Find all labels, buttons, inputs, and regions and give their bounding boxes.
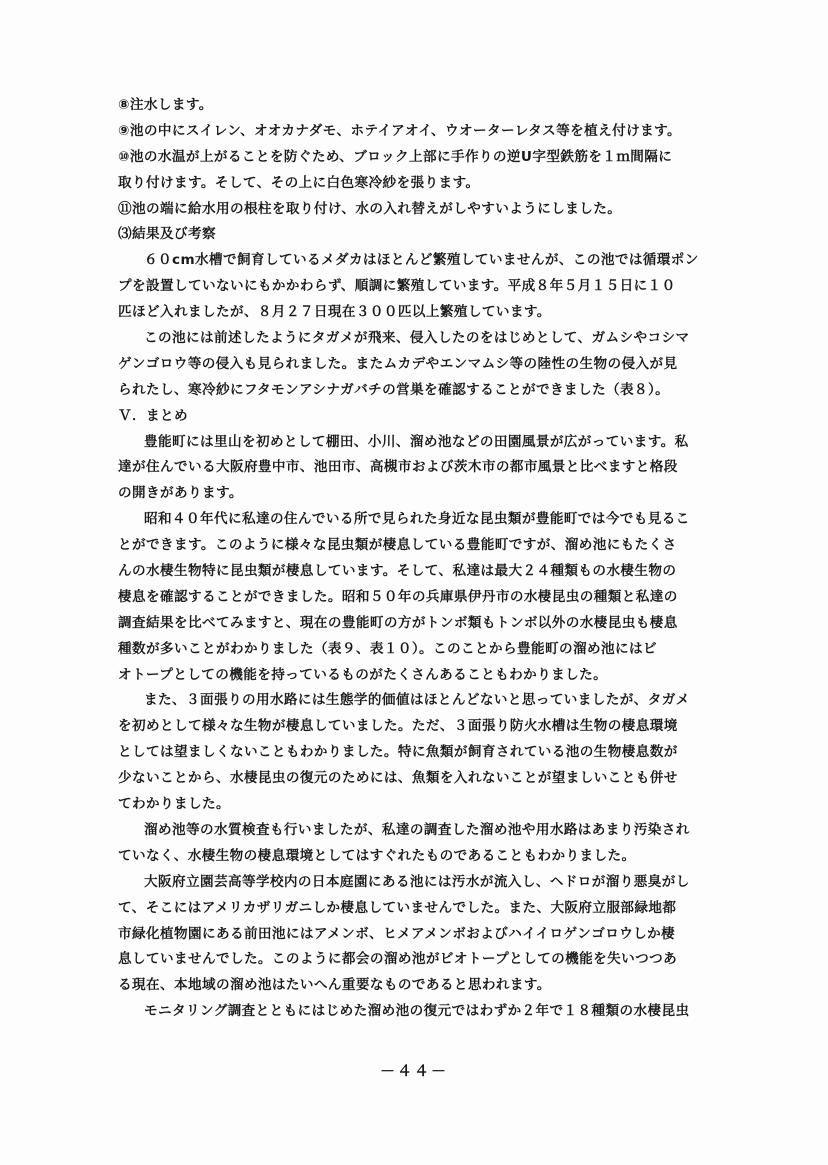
- text-line: 大阪府立園芸高等学校内の日本庭園にある池には汚水が流入し、ヘドロが溜り悪臭がし: [144, 873, 690, 890]
- text-line: 種数が多いことがわかりました（表９、表１０）。このことから豊能町の溜め池にはビ: [118, 640, 657, 657]
- text-line: てわかりました。: [118, 796, 230, 813]
- text-line: ⑨池の中にスイレン、オオカナダモ、ホテイアオイ、ウオーターレタス等を植え付けます。: [118, 122, 682, 139]
- text-line: 達が住んでいる大阪府豊中市、池田市、高槻市および茨木市の都市風景と比べますと格段: [118, 459, 678, 476]
- text-line: ていなく、水棲生物の棲息環境としてはすぐれたものであることもわかりました。: [118, 847, 636, 864]
- section-heading: ⑶結果及び考察: [118, 226, 216, 243]
- text-line: ゲンゴロウ等の侵入も見られました。またムカデやエンマムシ等の陸性の生物の侵入が見: [118, 355, 678, 372]
- page-number: －４４－: [379, 1062, 448, 1080]
- text-line: 溜め池等の水質検査も行いましたが、私達の調査した溜め池や用水路はあまり汚染され: [144, 821, 690, 838]
- text-line: られたし、寒冷紗にフタモンアシナガバチの営巣を確認することができました（表８）。: [118, 381, 670, 398]
- section-heading: Ｖ．まとめ: [118, 407, 188, 424]
- text-line: この池には前述したようにタガメが飛来、侵入したのをはじめとして、ガムシやコシマ: [144, 330, 690, 347]
- body-text: [118, 93, 754, 1025]
- text-line: 少ないことから、水棲昆虫の復元のためには、魚類を入れないことが望ましいことも併せ: [118, 770, 678, 787]
- text-line: を初めとして様々な生物が棲息していました。ただ、３面張り防火水槽は生物の棲息環境: [118, 718, 678, 735]
- text-line: の開きがあります。: [118, 485, 243, 502]
- text-line: 市緑化植物園にある前田池にはアメンボ、ヒメアメンボおよびハイイロゲンゴロウしか棲: [118, 925, 676, 942]
- text-line: んの水棲生物特に昆虫類が棲息しています。そして、私達は最大２４種類もの水棲生物の: [118, 563, 677, 580]
- text-line: 豊能町には里山を初めとして棚田、小川、溜め池などの田園風景が広がっています。私: [144, 433, 689, 450]
- text-line: 棲息を確認することができました。昭和５０年の兵庫県伊丹市の水棲昆虫の種類と私達の: [118, 588, 678, 605]
- text-line: モニタリング調査とともにはじめた溜め池の復元ではわずか２年で１８種類の水棲昆虫: [144, 1003, 690, 1020]
- text-line: 匹ほど入れましたが、８月２７日現在３００匹以上繁殖しています。: [118, 304, 551, 321]
- text-line: 取り付けます。そして、その上に白色寒冷紗を張ります。: [118, 174, 480, 191]
- text-line: とができます。このように様々な昆虫類が棲息している豊能町ですが、溜め池にもたくさ: [118, 537, 677, 554]
- text-line: プを設置していないにもかかわらず、順調に繁殖しています。平成８年５月１５日に１０: [118, 278, 676, 295]
- text-line: る現在、本地域の溜め池はたいへん重要なものであると思われます。: [118, 977, 551, 994]
- text-line: て、そこにはアメリカザリガニしか棲息していませんでした。また、大阪府立服部緑地都: [118, 899, 677, 916]
- text-line: としては望ましくないこともわかりました。特に魚類が飼育されている池の生物棲息数が: [118, 744, 678, 761]
- text-line: オトープとしての機能を持っているものがたくさんあることもわかりました。: [118, 666, 608, 683]
- text-line: 息していませんでした。このように都会の溜め池がビオトープとしての機能を失いつつあ: [118, 951, 678, 968]
- text-line: ⑩池の水温が上がることを防ぐため、ブロック上部に手作りの逆U字型鉄筋を１ｍ間隔に: [118, 148, 673, 165]
- text-line: 昭和４０年代に私達の住んでいる所で見られた身近な昆虫類が豊能町では今でも見るこ: [144, 511, 690, 528]
- text-line: ６０cm水槽で飼育しているメダカはほとんど繁殖していませんが、この池では循環ポン: [144, 252, 699, 269]
- text-line: ⑧注水します。: [118, 97, 213, 113]
- text-line: ⑪池の端に給水用の根柱を取り付け、水の入れ替えがしやすいようにしました。: [118, 200, 622, 217]
- text-line: 調査結果を比べてみますと、現在の豊能町の方がトンボ類もトンボ以外の水棲昆虫も棲息: [118, 614, 678, 631]
- text-line: また、３面張りの用水路には生態学的価値はほとんどないと思っていましたが、タガメ: [144, 692, 690, 709]
